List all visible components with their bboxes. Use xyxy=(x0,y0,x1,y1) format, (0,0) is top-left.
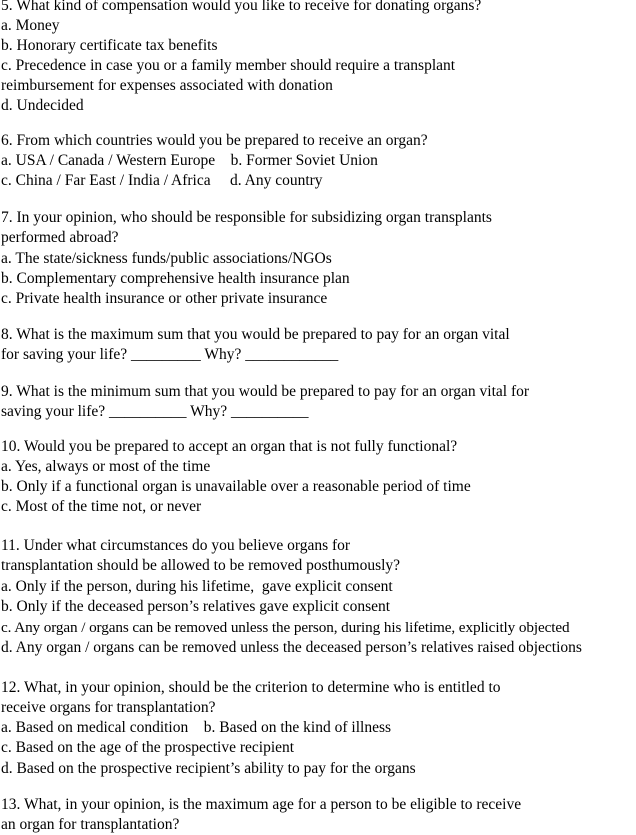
q7-option-b: b. Complementary comprehensive health insurance plan xyxy=(1,270,350,287)
q11-option-d: d. Any organ / organs can be removed unless the deceased person’s relatives raised objections xyxy=(1,639,582,656)
q9-question-blanks: saving your life? __________ Why? __________ xyxy=(1,403,309,420)
q6-question: 6. From which countries would you be prepared to receive an organ? xyxy=(1,132,428,149)
q11-option-a: a. Only if the person, during his lifetime, gave explicit consent xyxy=(1,578,393,595)
q5-option-c-continued: reimbursement for expenses associated with donation xyxy=(1,77,333,94)
q7-option-a: a. The state/sickness funds/public associations/NGOs xyxy=(1,250,332,267)
q6-options-cd: c. China / Far East / India / Africa d. Any country xyxy=(1,172,323,189)
q6-options-ab: a. USA / Canada / Western Europe b. Former Soviet Union xyxy=(1,152,378,169)
q10-option-c: c. Most of the time not, or never xyxy=(1,498,202,515)
q5-option-c: c. Precedence in case you or a family member should require a transplant xyxy=(1,57,456,74)
q5-question: 5. What kind of compensation would you like to receive for donating organs? xyxy=(1,0,482,14)
q9-question: 9. What is the minimum sum that you would be prepared to pay for an organ vital for xyxy=(1,383,530,400)
q13-question-continued: an organ for transplantation? xyxy=(1,816,180,833)
q11-option-c: c. Any organ / organs can be removed unless the person, during his lifetime, explicitly objected xyxy=(1,619,570,636)
q7-question-continued: performed abroad? xyxy=(1,229,119,246)
q8-question: 8. What is the maximum sum that you would be prepared to pay for an organ vital xyxy=(1,326,510,343)
q11-option-b: b. Only if the deceased person’s relatives gave explicit consent xyxy=(1,598,391,615)
q10-question: 10. Would you be prepared to accept an organ that is not fully functional? xyxy=(1,438,458,455)
q8-question-blanks: for saving your life? _________ Why? ____________ xyxy=(1,346,339,363)
q12-option-d: d. Based on the prospective recipient’s ability to pay for the organs xyxy=(1,760,416,777)
q7-question: 7. In your opinion, who should be responsible for subsidizing organ transplants xyxy=(1,209,492,226)
q10-option-a: a. Yes, always or most of the time xyxy=(1,458,211,475)
q5-option-b: b. Honorary certificate tax benefits xyxy=(1,37,218,54)
q7-option-c: c. Private health insurance or other private insurance xyxy=(1,290,328,307)
q11-question: 11. Under what circumstances do you believe organs for xyxy=(1,537,351,554)
q5-option-a: a. Money xyxy=(1,17,60,34)
q12-question: 12. What, in your opinion, should be the criterion to determine who is entitled to xyxy=(1,679,501,696)
q10-option-b: b. Only if a functional organ is unavailable over a reasonable period of time xyxy=(1,478,471,495)
q12-question-continued: receive organs for transplantation? xyxy=(1,699,216,716)
q13-question: 13. What, in your opinion, is the maximum age for a person to be eligible to receive xyxy=(1,796,522,813)
q11-question-continued: transplantation should be allowed to be removed posthumously? xyxy=(1,557,401,574)
q12-option-c: c. Based on the age of the prospective recipient xyxy=(1,739,295,756)
q5-option-d: d. Undecided xyxy=(1,97,84,114)
q12-options-ab: a. Based on medical condition b. Based on the kind of illness xyxy=(1,719,392,736)
